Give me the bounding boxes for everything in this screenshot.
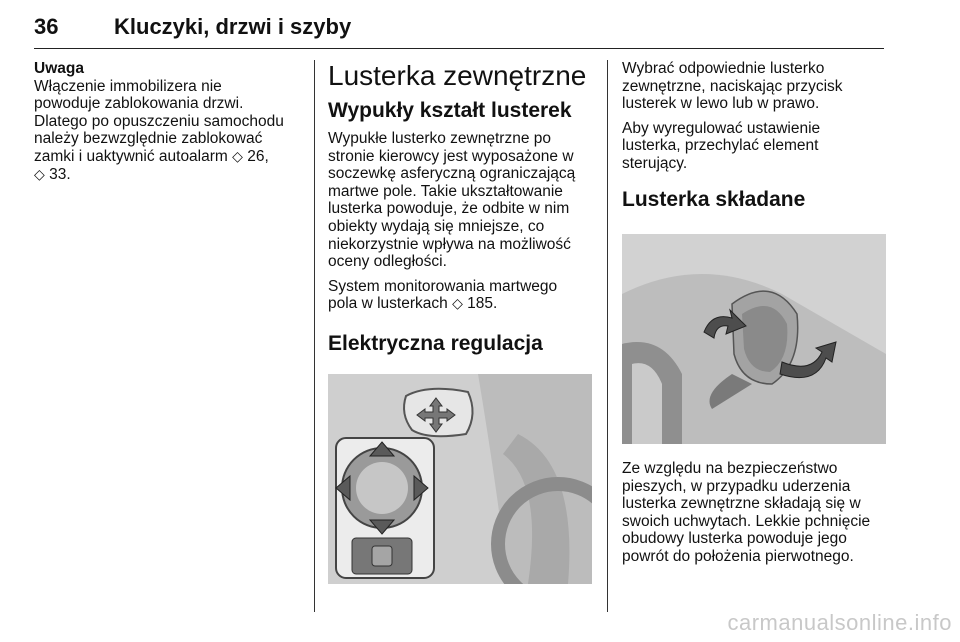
column-divider bbox=[314, 60, 315, 612]
text-line: pieszych, w przypadku uderzenia bbox=[622, 477, 851, 495]
page-ref-26[interactable]: 26, bbox=[247, 147, 269, 165]
watermark: carmanualsonline.info bbox=[727, 610, 952, 635]
column-middle bbox=[328, 60, 593, 371]
note-line: Włączenie immobilizera nie bbox=[34, 77, 222, 95]
paragraph-folding bbox=[622, 460, 887, 566]
text-line: zewnętrzne, naciskając przycisk bbox=[622, 77, 843, 95]
note-line bbox=[34, 148, 300, 166]
text-line: Wybrać odpowiednie lusterko bbox=[622, 60, 825, 77]
text-line: Aby wyregulować ustawienie bbox=[622, 119, 821, 137]
note-line-text: zamki i uaktywnić autoalarm bbox=[34, 147, 233, 165]
subsection-title-electric: Elektryczna regulacja bbox=[328, 331, 543, 355]
subsection-title-folding: Lusterka składane bbox=[622, 187, 806, 211]
note-line bbox=[34, 166, 300, 184]
note-title: Uwaga bbox=[34, 60, 84, 77]
paragraph-convex bbox=[328, 130, 593, 271]
folding-mirror-illustration bbox=[622, 234, 886, 444]
text-line: soczewkę asferyczną ograniczającą bbox=[328, 165, 576, 183]
text-line: oceny odległości. bbox=[328, 253, 447, 271]
subsection-title-convex: Wypukły kształt lusterek bbox=[328, 99, 572, 122]
note-line: należy bezwzględnie zablokować bbox=[34, 130, 263, 148]
folding-mirror-drawing bbox=[622, 234, 886, 444]
column-left bbox=[34, 60, 300, 183]
note-line: Dlatego po opuszczeniu samochodu bbox=[34, 112, 284, 130]
page-ref-185[interactable]: 185. bbox=[462, 295, 498, 313]
text-line: niekorzystnie wpływa na możliwość bbox=[328, 235, 571, 253]
reference-arrow-icon: ◇ bbox=[452, 295, 463, 312]
page-header bbox=[34, 14, 884, 49]
column-divider bbox=[607, 60, 608, 612]
text-line: lusterka, przechylać element bbox=[622, 137, 819, 155]
reference-arrow-icon: ◇ bbox=[34, 165, 45, 182]
page-ref-33[interactable]: 33. bbox=[44, 165, 71, 183]
section-title: Lusterka zewnętrzne bbox=[328, 60, 587, 91]
note-text bbox=[34, 78, 300, 184]
page-number: 36 bbox=[34, 14, 59, 39]
paragraph-adjust-mirror bbox=[622, 120, 887, 173]
text-line: powrót do położenia pierwotnego. bbox=[622, 547, 854, 565]
column-right-lower bbox=[622, 460, 887, 573]
paragraph-blindspot bbox=[328, 278, 593, 313]
note-line: powoduje zablokowania drzwi. bbox=[34, 95, 244, 113]
chapter-title: Kluczyki, drzwi i szyby bbox=[114, 14, 352, 39]
text-line: swoich uchwytach. Lekkie pchnięcie bbox=[622, 512, 871, 530]
mirror-control-illustration bbox=[328, 374, 592, 584]
text-line: System monitorowania martwego bbox=[328, 277, 558, 295]
text-line: obiekty wydają się mniejsze, co bbox=[328, 217, 545, 235]
text-line: lusterka powoduje, że odbite w nim bbox=[328, 200, 570, 218]
text-line: lusterka zewnętrzne składają się w bbox=[622, 495, 861, 513]
text-line: stronie kierowcy jest wyposażone w bbox=[328, 147, 574, 165]
text-line: pola w lusterkach bbox=[328, 295, 453, 313]
text-line: obudowy lusterka powoduje jego bbox=[622, 530, 847, 548]
text-line: Ze względu na bezpieczeństwo bbox=[622, 460, 838, 477]
text-line: lusterek w lewo lub w prawo. bbox=[622, 95, 820, 113]
column-right bbox=[622, 60, 887, 227]
text-line: Wypukłe lusterko zewnętrzne po bbox=[328, 130, 551, 147]
text-line: martwe pole. Takie ukształtowanie bbox=[328, 182, 563, 200]
mirror-control-drawing bbox=[328, 374, 592, 584]
text-line: sterujący. bbox=[622, 154, 688, 172]
reference-arrow-icon: ◇ bbox=[232, 147, 243, 164]
paragraph-select-mirror bbox=[622, 60, 887, 113]
